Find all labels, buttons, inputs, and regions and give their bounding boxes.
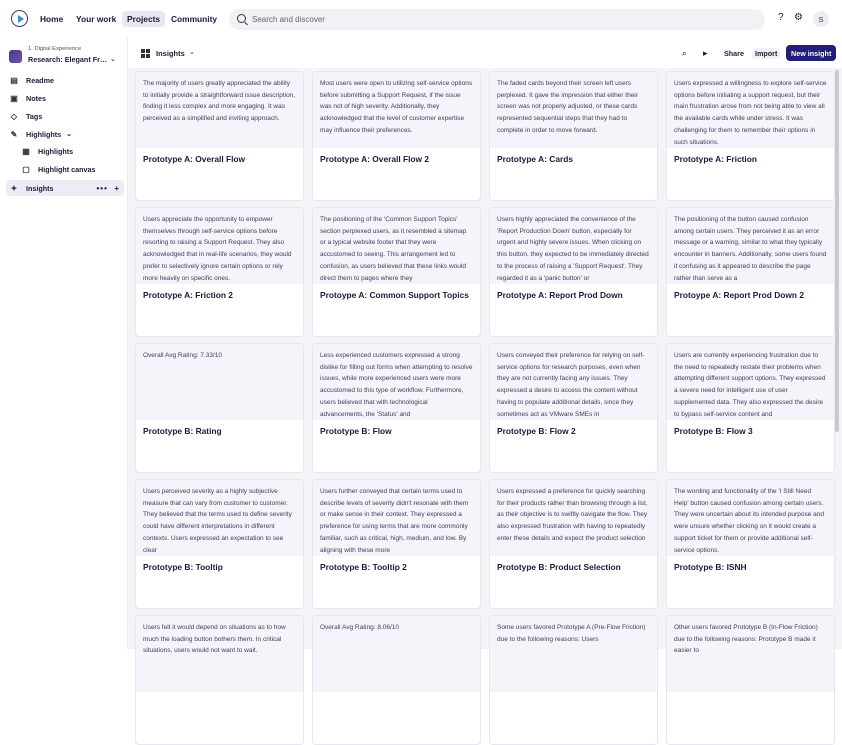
insight-card-text: Most users were open to utilizing self-service options before submitting a Support Request, if the issue was not of high severity. Additionally, they acknowledged that the level of customer expertise may influence their preferences. (320, 80, 473, 134)
insight-card[interactable] (666, 615, 835, 745)
insight-card-title: Prototype B: Rating (143, 426, 222, 436)
project-title[interactable]: Research: Elegant Fr… (28, 55, 108, 64)
toolbar (128, 38, 842, 68)
insight-card-preview (136, 616, 303, 692)
insight-card-text: Users are currently experiencing frustration due to the need to repeatedly restate their problems when attempting different support options. They expressed a severe need for intelligent use of user supplemented data. They also expressed the desire to bypass self-service content and (674, 352, 826, 418)
insight-card-preview (313, 480, 480, 556)
insight-card-preview (136, 344, 303, 420)
nav-community[interactable]: Community (171, 14, 218, 24)
sidebar-item-label: Highlights (38, 146, 74, 156)
sidebar-item-label: Readme (26, 75, 54, 85)
insight-card-preview (490, 72, 657, 148)
grid-icon: ▦ (22, 146, 30, 156)
help-icon[interactable]: ? (778, 12, 784, 23)
insight-card[interactable] (135, 615, 304, 745)
nav-projects[interactable]: Projects (122, 11, 165, 27)
insight-card-preview (313, 72, 480, 148)
sidebar-item-label: Insights (26, 183, 54, 193)
readme-icon: ▤ (10, 75, 18, 85)
insight-card-preview (313, 208, 480, 284)
insight-card[interactable] (312, 479, 481, 609)
insight-card[interactable] (666, 207, 835, 337)
insight-card-preview (667, 616, 834, 692)
insight-card-preview (136, 480, 303, 556)
app-logo-icon[interactable] (11, 10, 28, 27)
sidebar-item-readme[interactable] (6, 72, 124, 88)
insight-card-title: Prototype A: Friction (674, 154, 757, 164)
insight-card-preview (136, 72, 303, 148)
project-icon (9, 50, 22, 63)
insight-card-title: Prototype B: Product Selection (497, 562, 621, 572)
insight-card-text: Less experienced customers expressed a strong dislike for filling out forms when attempting to resolve issues, while more experienced users were more accustomed to this type of workflow. Furthermore, users believed that with technological advancements, the 'Status' and (320, 352, 473, 418)
search-icon (237, 14, 246, 23)
insight-card[interactable] (666, 343, 835, 473)
insight-card-title: Prototype B: Tooltip 2 (320, 562, 407, 572)
sidebar-item-notes[interactable] (6, 90, 124, 106)
project-subtitle: 1. Digital Experience (28, 46, 82, 52)
insight-card[interactable] (489, 343, 658, 473)
insight-card[interactable] (135, 207, 304, 337)
chevron-down-icon[interactable]: ⌄ (189, 49, 195, 56)
insight-card-preview (490, 344, 657, 420)
sidebar-item-insights[interactable] (6, 180, 124, 196)
insight-card-title: Prototype B: Flow 2 (497, 426, 576, 436)
scrollbar[interactable] (835, 70, 839, 432)
insight-card-text: Users further conveyed that certain terms used to describe levels of severity didn't resonate with them or make sense in their context. They expressed a preference for using terms that are more commonly familiar, such as critical, high, medium, and low. By aligning with these more (320, 488, 469, 554)
insight-card[interactable] (312, 71, 481, 201)
insight-card-text: Users felt it would depend on situations as to how much the loading button bothers them. In critical situations, users would not want to wait. (143, 624, 286, 655)
insight-card-text: The majority of users greatly appreciated the ability to initially provide a straightforward issue description, finding it less complex and more engaging. It was perceived as a simplified and inviting approach. (143, 80, 296, 123)
sidebar-item-label: Highlights (26, 129, 62, 139)
new-insight-button[interactable]: New insight (786, 45, 836, 61)
nav-your-work[interactable]: Your work (76, 14, 117, 24)
insight-card-text: Overall Avg Rating: 8.06/10 (320, 624, 400, 631)
insight-card[interactable] (666, 479, 835, 609)
sidebar-item-highlight-canvas[interactable] (18, 161, 124, 177)
insight-card-text: Other users favored Prototype B (In-Flow Friction) due to the following reasons: Prototype B made it easier to (674, 624, 818, 655)
search-icon[interactable]: ⌕ (682, 48, 688, 58)
insight-card-text: Users conveyed their preference for relying on self-service options for research purposes, even when they are not currently facing any issues. They expressed a desire to access the content without having to populate additional details, since they sometimes act as VMware SMEs in (497, 352, 645, 418)
sparkle-icon: ✦ (10, 183, 18, 193)
insight-card-title: Prototype B: ISNH (674, 562, 747, 572)
insight-card-text: Some users favored Prototype A (Pre-Flow Friction) due to the following reasons: Users (497, 624, 646, 643)
avatar[interactable]: S (813, 11, 829, 27)
insight-card-preview (490, 480, 657, 556)
sidebar-item-label: Notes (26, 93, 46, 103)
sidebar-item-highlights[interactable] (6, 126, 124, 142)
insight-card[interactable] (135, 343, 304, 473)
chevron-down-icon[interactable]: ⌄ (66, 131, 73, 138)
insight-card[interactable] (312, 615, 481, 745)
insight-card-title: Protoype A: Common Support Topics (320, 290, 469, 300)
insight-card-preview (667, 344, 834, 420)
insight-card-title: Protoype A: Report Prod Down 2 (674, 290, 804, 300)
insight-card-text: Users appreciate the opportunity to empower themselves through self-service options before resorting to raising a Support Request. They also acknowledged that in real-life scenarios, they would prefer to selectively ignore certain options or rely more heavily on specific ones. (143, 216, 292, 282)
insight-card-title: Prototype B: Flow 3 (674, 426, 753, 436)
sidebar (0, 38, 128, 649)
insight-card-title: Prototype A: Friction 2 (143, 290, 233, 300)
insight-card[interactable] (489, 479, 658, 609)
insight-card-preview (667, 480, 834, 556)
insight-card-text: Overall Avg Rating: 7.33/10 (143, 352, 223, 359)
insight-card-preview (490, 208, 657, 284)
insight-card-title: Prototype A: Cards (497, 154, 574, 164)
insight-card-text: Users highly appreciated the convenience of the 'Report Production Down' button, especially for urgent and highly severe issues. When clicking on this button, they expected to be immediately directed to the process of raising a 'Support Request'. They regarded it as a 'panic button' or (497, 216, 649, 282)
insight-card-preview (136, 208, 303, 284)
insight-card[interactable] (489, 615, 658, 745)
insight-card-preview (667, 72, 834, 148)
chevron-down-icon[interactable]: ⌄ (110, 56, 116, 63)
insight-card[interactable] (135, 71, 304, 201)
more-actions-icon[interactable]: ••• + (96, 183, 120, 193)
sidebar-item-highlights-grid[interactable] (18, 143, 124, 159)
insight-card-preview (667, 208, 834, 284)
insight-card-text: The positioning of the 'Common Support Topics' section perplexed users, as it resembled a sitemap or a typical website footer that they were accustomed to seeing. This arrangement led to confusion, as users believed that these links would direct them to pages where they (320, 216, 467, 282)
insight-card-text: The positioning of the button caused confusion among certain users. They perceived it as an error message or a warning, similar to what they typically encounter in banners. Additionally, some users found it confusing as it appeared to describe the page rather than serve as a (674, 216, 827, 282)
insight-card-title: Prototype B: Flow (320, 426, 392, 436)
insight-card-title: Prototype A: Report Prod Down (497, 290, 623, 300)
sidebar-item-tags[interactable] (6, 108, 124, 124)
insight-card-preview (490, 616, 657, 692)
search-bar[interactable] (229, 9, 765, 30)
notes-icon: ▣ (10, 93, 18, 103)
insight-card-text: Users expressed a willingness to explore self-service options before initiating a support request, but their main frustration arose from not being able to view all the available cards while under stress. It was challenging for them to remember their options in such situations. (674, 80, 827, 146)
insight-card-text: The faded cards beyond their screen left users perplexed. It gave the impression that either their screen was not properly adjusted, or these cards represented sequential steps that they had to complete in order to move forward. (497, 80, 638, 134)
insight-card[interactable] (666, 71, 835, 201)
sidebar-item-label: Highlight canvas (38, 164, 96, 174)
insight-card[interactable] (489, 71, 658, 201)
sidebar-item-label: Tags (26, 111, 43, 121)
search-input[interactable] (252, 12, 752, 27)
top-navigation (0, 0, 842, 38)
insight-card-title: Prototype A: Overall Flow 2 (320, 154, 430, 164)
insight-card[interactable] (312, 343, 481, 473)
view-selector[interactable]: Insights (156, 49, 185, 58)
insight-card[interactable] (135, 479, 304, 609)
nav-home[interactable]: Home (40, 14, 64, 24)
tag-icon: ◇ (10, 111, 18, 121)
present-icon[interactable]: ▸ (703, 48, 708, 58)
grid-view-icon (141, 49, 150, 58)
insight-card[interactable] (489, 207, 658, 337)
insight-card[interactable] (312, 207, 481, 337)
settings-icon[interactable]: ⚙ (794, 12, 803, 23)
insight-card-text: Users perceived severity as a highly subjective measure that can vary from customer to customer. They believed that the terms used to define severity could have different interpretations in different contexts. Users expressed an expectation to see clear (143, 488, 292, 554)
share-button[interactable]: Share (724, 49, 744, 58)
insight-card-text: The wording and functionality of the 'I Still Need Help' button caused confusion among certain users. They were uncertain about its intended purpose and were unsure whether clicking on it would create a support ticket for them or provide additional self-service options. (674, 488, 824, 554)
insight-card-text: Users expressed a preference for quickly searching for their products rather than browsing through a list, as their objective is to swiftly navigate the flow. They also expressed frustration with having to repeatedly enter these details and expect the product selection (497, 488, 648, 542)
insights-grid (128, 68, 842, 655)
import-button[interactable]: Import (752, 48, 780, 59)
insight-card-title: Prototype B: Tooltip (143, 562, 223, 572)
insight-card-preview (313, 616, 480, 692)
insight-card-preview (313, 344, 480, 420)
insight-card-title: Prototype A: Overall Flow (143, 154, 246, 164)
highlighter-icon: ✎ (10, 129, 18, 139)
canvas-icon: ▢ (22, 164, 30, 174)
